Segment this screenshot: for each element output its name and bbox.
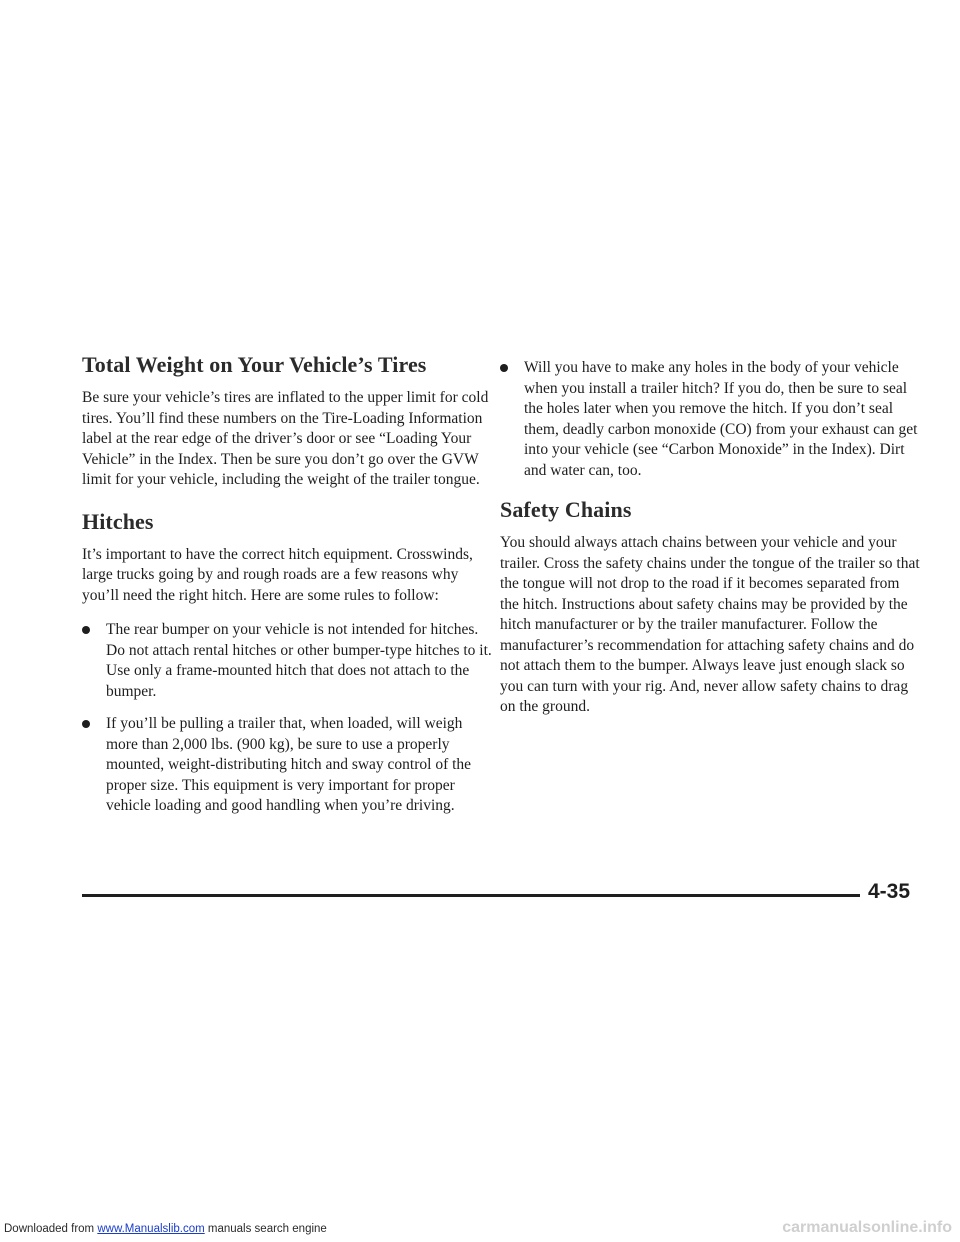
bullet-weight-distributing <box>82 714 492 817</box>
bullet-text: Will you have to make any holes in the body of your vehicle when you install a trailer hitch? If you do, then be sure to seal the holes later when you remove the hitch. If you don’t seal them, deadly carbon monoxide (CO) from your exhaust can get into your vehicle (see “Carbon Monoxide” in the Index). Dirt and water can, too. <box>524 359 918 479</box>
page-number: 4-35 <box>868 880 911 903</box>
paragraph-total-weight: Be sure your vehicle’s tires are inflated to the upper limit for cold tires. You’ll find these numbers on the Tire-Loading Information label at the rear edge of the driver’s door or see “Loading Your Vehicle” in the Index. Then be sure you don’t go over the GVW limit for your vehicle, including the weight of the trailer tongue. <box>82 389 489 488</box>
bullet-dot-icon <box>500 364 508 372</box>
paragraph-safety-chains: You should always attach chains between your vehicle and your trailer. Cross the safety chains under the tongue of the trailer so that the tongue will not drop to the road if it becomes separated from the hitch. Instructions about safety chains may be provided by the hitch manufacturer or by the trailer manufacturer. Follow the manufacturer’s recommendation for attaching safety chains and do not attach them to the bumper. Always leave just enough slack so you can turn with your rig. And, never allow safety chains to drag on the ground. <box>500 534 920 715</box>
heading-hitches: Hitches <box>82 508 154 534</box>
right-column <box>500 358 920 732</box>
footer-suffix: manuals search engine <box>204 1223 327 1235</box>
bullet-text: If you’ll be pulling a trailer that, when loaded, will weigh more than 2,000 lbs. (900 kg), be sure to use a properly mounted, weight-distributing hitch and sway control of the proper size. This equipment is very important for proper vehicle loading and good handling when you’re driving. <box>106 715 472 814</box>
footer-prefix: Downloaded from <box>4 1223 98 1235</box>
bullet-text: The rear bumper on your vehicle is not intended for hitches. Do not attach rental hitches or other bumper-type hitches to it. Use only a frame-mounted hitch that does not attach to the bumper. <box>106 621 492 700</box>
paragraph-hitches: It’s important to have the correct hitch equipment. Crosswinds, large trucks going by and rough roads are a few reasons why you’ll need the right hitch. Here are some rules to follow: <box>82 545 473 604</box>
left-column <box>82 352 492 829</box>
watermark: carmanualsonline.info <box>782 1219 952 1236</box>
heading-safety-chains: Safety Chains <box>500 497 632 522</box>
bullet-dot-icon <box>82 720 90 728</box>
heading-total-weight: Total Weight on Your Vehicle’s Tires <box>82 352 427 377</box>
bullet-body-holes <box>500 358 920 481</box>
bullet-rear-bumper <box>82 620 492 702</box>
footer-rule <box>82 894 860 897</box>
bullet-dot-icon <box>82 626 90 634</box>
manualslib-link[interactable]: www.Manualslib.com <box>97 1223 205 1235</box>
download-footer <box>4 1223 327 1235</box>
